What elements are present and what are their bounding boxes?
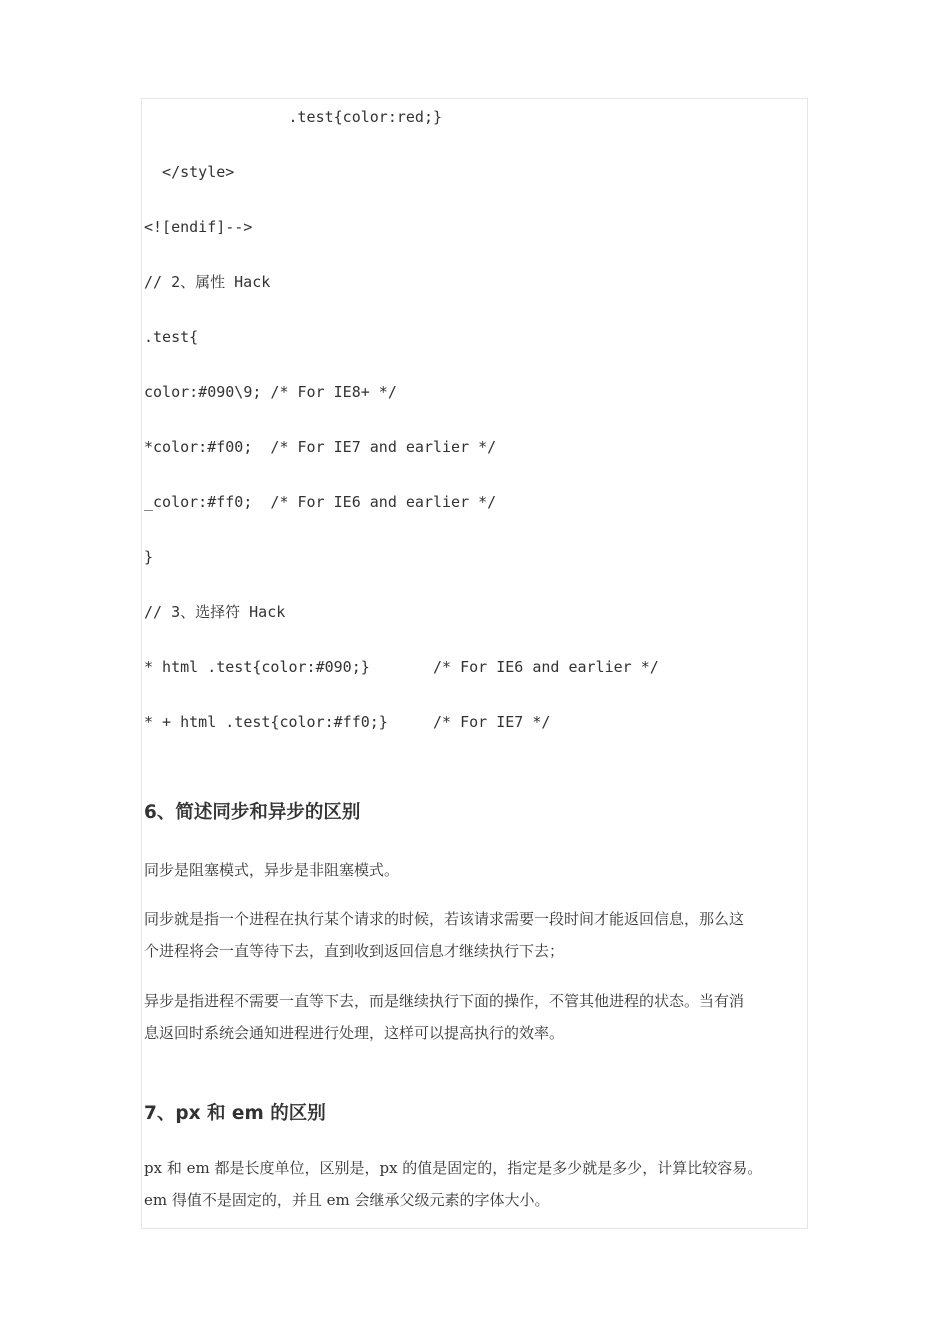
paragraph-line: 异步是指进程不需要一直等下去，而是继续执行下面的操作，不管其他进程的状态。当有消 [144,992,745,1010]
paragraph-line: 同步就是指一个进程在执行某个请求的时候，若该请求需要一段时间才能返回信息，那么这 [144,910,745,928]
paragraph-line: 息返回时系统会通知进程进行处理，这样可以提高执行的效率。 [144,1024,565,1042]
section-heading: 7、px 和 em 的区别 [144,1103,326,1124]
code-line: .test{color:red;} [144,108,443,126]
code-line: _color:#ff0; /* For IE6 and earlier */ [144,493,497,511]
paragraph-line: 个进程将会一直等待下去，直到收到返回信息才继续执行下去； [144,942,565,960]
code-line: * html .test{color:#090;} /* For IE6 and earlier */ [144,658,659,676]
code-line: } [144,548,154,566]
code-comment-line: // 3、选择符 Hack [144,603,286,621]
code-line: color:#090\9; /* For IE8+ */ [144,383,397,401]
code-comment-line: // 2、属性 Hack [144,273,271,291]
paragraph-line: em 得值不是固定的，并且 em 会继承父级元素的字体大小。 [144,1191,550,1209]
code-line: <![endif]--> [144,218,253,236]
code-line: *color:#f00; /* For IE7 and earlier */ [144,438,497,456]
paragraph-line: px 和 em 都是长度单位，区别是，px 的值是固定的，指定是多少就是多少，计算比较容易。 [144,1159,763,1177]
paragraph [144,985,810,1049]
paragraph [144,854,810,886]
code-line: * + html .test{color:#ff0;} /* For IE7 */ [144,713,551,731]
paragraph [144,1152,810,1216]
paragraph-line: 同步是阻塞模式，异步是非阻塞模式。 [144,861,400,879]
code-line: .test{ [144,328,199,346]
section-heading: 6、简述同步和异步的区别 [144,802,361,823]
code-line: </style> [144,163,235,181]
paragraph [144,903,810,967]
